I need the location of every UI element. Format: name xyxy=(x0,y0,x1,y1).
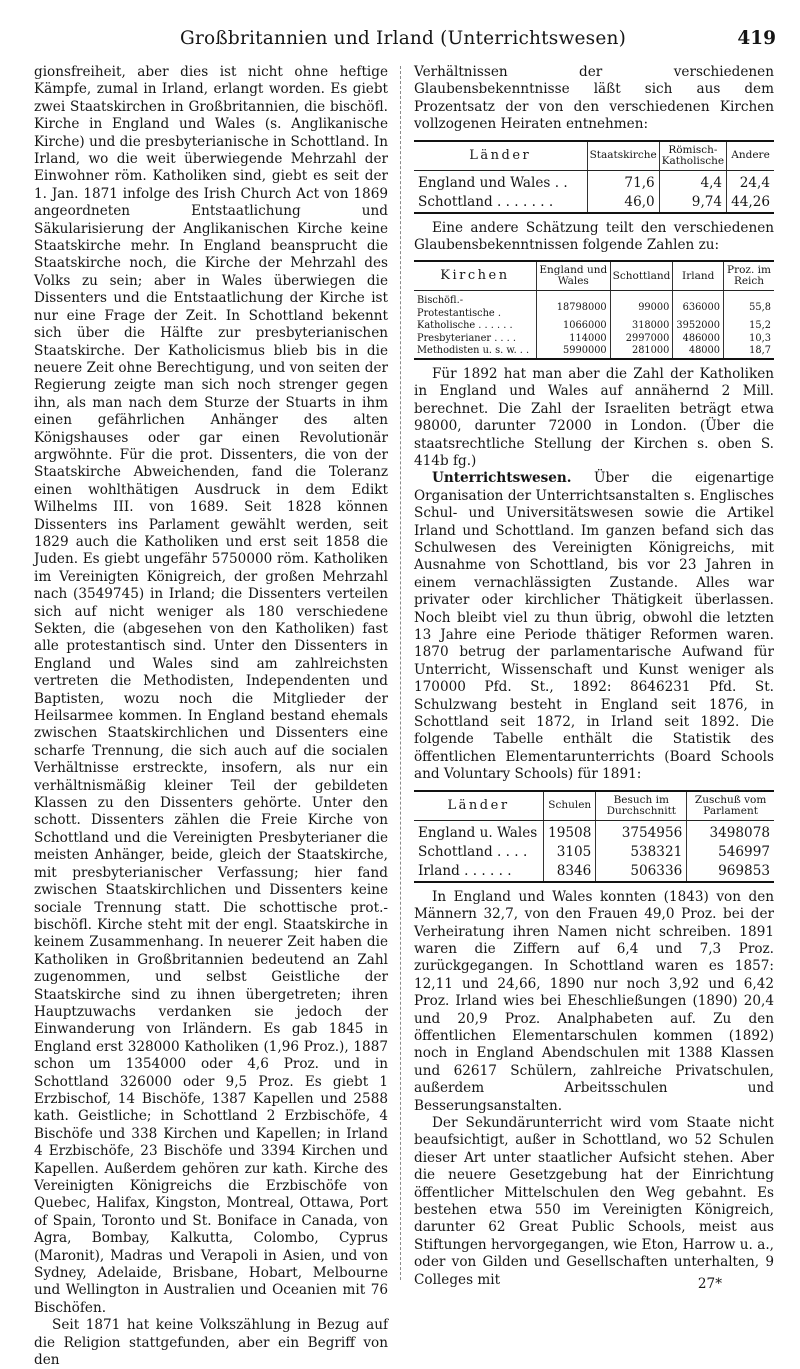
paragraph: Für 1892 hat man aber die Zahl der Katholiken in England und Wales auf annähernd 2 Mill. berechnet. Die Zahl der Israeliten beträgt etwa 98000, darunter 72000 in London. (Über die staatsrechtliche Stellung der Kirchen s. oben S. 414b fg.) xyxy=(414,365,774,469)
table-row: Bischöfl.-Protestantische . 18798000 99000 636000 55,8 xyxy=(414,291,774,321)
table-header: Andere xyxy=(727,141,774,171)
church-membership-table xyxy=(414,260,774,360)
table-header: Schottland xyxy=(610,261,673,291)
table-header: Länder xyxy=(414,791,544,821)
table-header: Irland xyxy=(673,261,724,291)
running-title: Großbritannien und Irland (Unterrichtswesen) xyxy=(180,28,627,49)
table-header: England und Wales xyxy=(536,261,610,291)
page-header xyxy=(0,22,800,56)
section-heading: Unterrichtswesen. xyxy=(432,470,572,487)
table-header: Besuch im Durchschnitt xyxy=(596,791,687,821)
paragraph: Verhältnissen der verschiedenen Glaubensbekenntnisse läßt sich aus dem Prozentsatz der von den verschiedenen Kirchen vollzogenen Heiraten entnehmen: xyxy=(414,64,774,133)
table-row: Schottland . . . . . . . 46,0 9,74 44,26 xyxy=(414,193,774,213)
elementary-school-table xyxy=(414,790,774,883)
paragraph: Unterrichtswesen. Über die eigenartige Organisation der Unterrichtsanstalten s. Englisches Schul- und Universitätswesen sowie die Artikel Irland und Schottland. Im ganzen befand sich das Schulwesen des Vereinigten Königreichs, mit Ausnahme von Schottland, bis vor 23 Jahren in einem vernachlässigten Zustande. Alles war privater oder kirchlicher Thätigkeit überlassen. Noch bleibt viel zu thun übrig, obwohl die letzten 13 Jahre eine Periode thätiger Reformen waren. 1870 betrug der parlamentarische Aufwand für Unterricht, Wissenschaft und Kunst weniger als 170000 Pfd. St., 1892: 8646231 Pfd. St. Schulzwang besteht in England seit 1876, in Schottland seit 1872, in Irland seit 1892. Die folgende Tabelle enthält die Statistik des öffentlichen Elementarunterrichts (Board Schools and Voluntary Schools) für 1891: xyxy=(414,470,774,783)
table-row: England u. Wales 19508 3754956 3498078 xyxy=(414,820,774,843)
table-header: Kirchen xyxy=(414,261,536,291)
table-row: England und Wales . . 71,6 4,4 24,4 xyxy=(414,170,774,193)
table-row: Schottland . . . . 3105 538321 546997 xyxy=(414,843,774,862)
paragraph: Seit 1871 hat keine Volkszählung in Bezug auf die Religion stattgefunden, aber ein Begriff von den xyxy=(34,1317,388,1369)
table-row: Presbyterianer . . . . 114000 2997000 486000 10,3 xyxy=(414,333,774,346)
right-column xyxy=(414,64,774,1289)
table-header: Proz. im Reich xyxy=(724,261,774,291)
page-number: 419 xyxy=(737,28,776,49)
left-column xyxy=(34,64,388,1369)
table-row: Katholische . . . . . . 1066000 318000 3952000 15,2 xyxy=(414,320,774,333)
paragraph: Der Sekundärunterricht wird vom Staate nicht beaufsichtigt, außer in Schottland, wo 52 Schulen dieser Art unter staatlicher Aufsicht stehen. Aber die neuere Gesetzgebung hat der Einrichtung öffentlicher Mittelschulen den Weg gebahnt. Es bestehen etwa 550 im Vereinigten Königreich, darunter 62 Great Public Schools, meist aus Stiftungen hervorgegangen, wie Eton, Harrow u. a., oder von Gilden und Gesellschaften unterhalten, 9 Colleges mit xyxy=(414,1114,774,1288)
paragraph: Eine andere Schätzung teilt den verschiedenen Glaubensbekenntnissen folgende Zahlen zu: xyxy=(414,219,774,254)
sheet-signature: 27* xyxy=(697,1276,722,1292)
table-row: Methodisten u. s. w. . . 5990000 281000 48000 18,7 xyxy=(414,345,774,359)
table-header: Zuschuß vom Parlament xyxy=(687,791,774,821)
column-divider xyxy=(400,66,402,1280)
table-row: Irland . . . . . . 8346 506336 969853 xyxy=(414,862,774,882)
marriage-percentage-table xyxy=(414,140,774,214)
paragraph: gionsfreiheit, aber dies ist nicht ohne heftige Kämpfe, zumal in Irland, erlangt worden. Es giebt zwei Staatskirchen in Großbritannien, die bischöfl. Kirche in England und Wales (s. Anglikanische Kirche) und die presbyterianische in Schottland. In Irland, wo die weit überwiegende Mehrzahl der Einwohner röm. Katholiken sind, giebt es seit der 1. Jan. 1871 infolge des Irish Church Act von 1869 angeordneten Entstaatlichung und Säkularisierung der Anglikanischen Kirche keine Staatskirche mehr. In England beansprucht die Staatskirche noch, die Kirche der Mehrzahl des Volks zu sein; aber in Wales überwiegen die Dissenters und die Entstaatlichung der Kirche ist nur eine Frage der Zeit. In Schottland bekennt sich über die Hälfte zur presbyterianischen Staatskirche. Der Katholicismus blieb bis in die neuere Zeit ohne Berechtigung, und von seiten der Regierung zeigte man sich noch strenger gegen ihn, als man nach dem Sturze der Stuarts in ihm einen gefährlichen Anhänger des alten Königshauses oder gar einen Revolutionär argwöhnte. Für die prot. Dissenters, die von der Staatskirche Abweichenden, fand die Toleranz einen wohlthätigen Ausdruck in dem Edikt Wilhelms III. von 1689. Seit 1828 können Dissenters ins Parlament gewählt werden, seit 1829 auch die Katholiken und erst seit 1858 die Juden. Es giebt ungefähr 5750000 röm. Katholiken im Vereinigten Königreich, der großen Mehrzahl nach (3549745) in Irland; die Dissenters verteilen sich auf nicht weniger als 180 verschiedene Sekten, die (abgesehen von den Katholiken) fast alle protestantisch sind. Unter den Dissenters in England und Wales sind am zahlreichsten vertreten die Methodisten, Independenten und Baptisten, wozu noch die Mitglieder der Heilsarmee kommen. In England bestand ehemals zwischen Staatskirchlichen und Dissenters eine scharfe Trennung, die sich auch auf die socialen Verhältnisse erstreckte, insofern, als nur ein verhältnismäßig kleiner Teil der gebildeten Klassen zu den Dissenters gehörte. Unter den schott. Dissenters zählen die Freie Kirche von Schottland und die Vereinigten Presbyterianer die meisten Anhänger, beide, gleich der Staatskirche, mit presbyterianischer Verfassung; hier fand zwischen Staatskirchlichen und Dissenters keine sociale Trennung statt. Die schottische prot.-bischöfl. Kirche steht mit der engl. Staatskirche in keinem Zusammenhang. In neuerer Zeit haben die Katholiken in Großbritannien bedeutend an Zahl zugenommen, und selbst Geistliche der Staatskirche sind zu ihnen übergetreten; ihren Hauptzuwachs verdanken sie jedoch der Einwanderung von Irländern. Es gab 1845 in England erst 328000 Katholiken (1,96 Proz.), 1887 schon um 1354000 oder 4,6 Proz. und in Schottland 326000 oder 9,5 Proz. Es giebt 1 Erzbischof, 14 Bischöfe, 1387 Kapellen und 2588 kath. Geistliche; in Schottland 2 Erzbischöfe, 4 Bischöfe und 338 Kirchen und Kapellen; in Irland 4 Erzbischöfe, 23 Bischöfe und 3394 Kirchen und Kapellen. Außerdem gehören zur kath. Kirche des Vereinigten Königreichs die Erzbischöfe von Quebec, Halifax, Kingston, Montreal, Ottawa, Port of Spain, Toronto und St. Boniface in Canada, von Agra, Bombay, Kalkutta, Colombo, Cyprus (Maronit), Madras und Verapoli in Asien, und von Sydney, Adelaide, Brisbane, Hobart, Melbourne und Wellington in Australien und Oceanien mit 76 Bischöfen. xyxy=(34,64,388,1316)
table-header: Römisch-Katholische xyxy=(659,141,726,171)
table-header: Staatskirche xyxy=(587,141,659,171)
paragraph: In England und Wales konnten (1843) von den Männern 32,7, von den Frauen 49,0 Proz. bei der Verheiratung ihren Namen nicht schreiben. 1891 waren die Ziffern auf 6,4 und 7,3 Proz. zurückgegangen. In Schottland waren es 1857: 12,11 und 24,66, 1890 nur noch 3,92 und 6,42 Proz. Irland wies bei Eheschließungen (1890) 20,4 und 20,9 Proz. Analphabeten auf. Zu den öffentlichen Elementarschulen kommen (1892) noch in England Abendschulen mit 1388 Klassen und 62617 Schülern, zahlreiche Privatschulen, außerdem Arbeitsschulen und Besserungsanstalten. xyxy=(414,888,774,1114)
table-header: Länder xyxy=(414,141,587,171)
table-header: Schulen xyxy=(544,791,596,821)
